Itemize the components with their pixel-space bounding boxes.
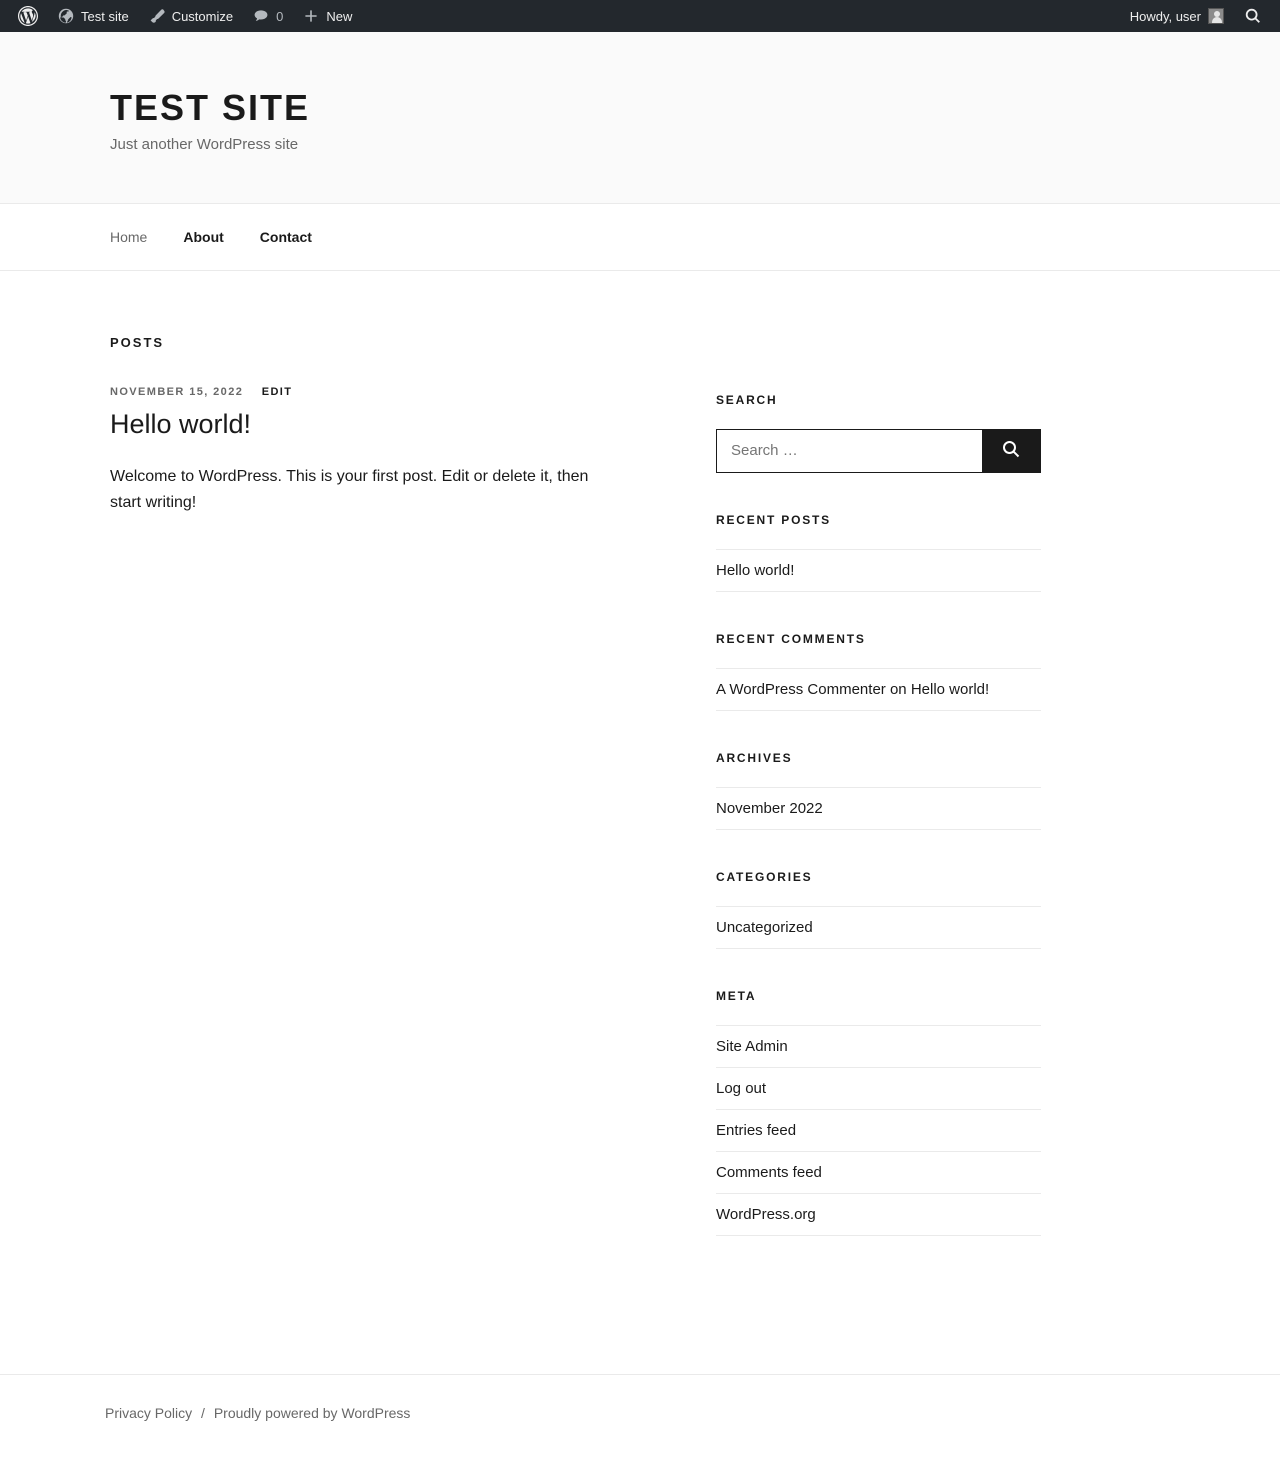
content-area	[90, 271, 1190, 1276]
footer-separator: /	[201, 1404, 205, 1421]
meta-link-log-out[interactable]: Log out	[716, 1079, 767, 1097]
archive-link[interactable]: November 2022	[716, 799, 823, 817]
list-item	[716, 787, 1041, 830]
widget-search	[716, 393, 1041, 473]
archives-list	[716, 787, 1041, 830]
widget-categories	[716, 870, 1041, 949]
post-title[interactable]: Hello world!	[110, 408, 252, 439]
comment-on-word: on	[889, 680, 907, 698]
search-input[interactable]	[717, 430, 982, 472]
footer-credit-link[interactable]: Proudly powered by WordPress	[213, 1404, 411, 1421]
meta-link-site-admin[interactable]: Site Admin	[716, 1037, 788, 1055]
avatar	[1208, 8, 1224, 24]
list-item	[716, 1025, 1041, 1068]
comment-author: A WordPress Commenter	[716, 680, 886, 698]
nav-item-about[interactable]: About	[183, 228, 224, 245]
widget-recent-posts	[716, 513, 1041, 592]
admin-bar-my-account[interactable]	[1120, 0, 1234, 32]
posts-heading: POSTS	[110, 334, 165, 350]
paintbrush-icon	[149, 8, 165, 24]
admin-bar-site-name-label: Test site	[81, 8, 129, 24]
recent-post-link[interactable]: Hello world!	[716, 561, 795, 579]
widget-categories-title: CATEGORIES	[716, 869, 813, 884]
widget-meta-title: META	[716, 988, 757, 1003]
wordpress-logo-icon	[18, 6, 38, 26]
search-form	[716, 429, 1041, 473]
admin-bar-search[interactable]	[1234, 0, 1272, 32]
search-submit-button[interactable]	[982, 430, 1040, 472]
list-item	[716, 1068, 1041, 1110]
comment-bubble-icon	[253, 8, 269, 24]
nav-item-contact[interactable]: Contact	[259, 228, 312, 245]
meta-link-wordpress-org[interactable]: WordPress.org	[716, 1205, 816, 1223]
list-item	[716, 1194, 1041, 1236]
admin-bar-wp-logo[interactable]	[8, 0, 48, 32]
search-icon	[1001, 439, 1021, 462]
post-content	[110, 464, 670, 515]
list-item	[716, 1152, 1041, 1194]
primary-navigation	[0, 204, 1280, 271]
plus-icon	[303, 8, 319, 24]
search-icon	[1244, 7, 1262, 25]
widget-archives	[716, 751, 1041, 830]
widget-recent-comments	[716, 632, 1041, 711]
recent-posts-list	[716, 549, 1041, 592]
widget-recent-comments-title: RECENT COMMENTS	[716, 631, 866, 646]
post-date-link[interactable]: NOVEMBER 15, 2022	[110, 385, 244, 398]
recent-comments-list	[716, 668, 1041, 711]
wp-admin-bar	[0, 0, 1280, 32]
admin-bar-customize[interactable]	[139, 0, 243, 32]
site-header	[0, 32, 1280, 204]
main-content	[110, 335, 670, 516]
widget-archives-title: ARCHIVES	[716, 750, 793, 765]
admin-bar-howdy-label: Howdy, user	[1129, 8, 1201, 24]
sidebar	[716, 335, 1041, 1276]
list-item	[716, 668, 1041, 711]
widget-meta	[716, 989, 1041, 1236]
list-item	[716, 1110, 1041, 1152]
list-item	[716, 549, 1041, 592]
footer-privacy-policy-link[interactable]: Privacy Policy	[105, 1404, 193, 1421]
meta-link-comments-feed[interactable]: Comments feed	[716, 1163, 822, 1181]
admin-bar-site-name[interactable]	[48, 0, 139, 32]
meta-list	[716, 1025, 1041, 1236]
widget-search-title: SEARCH	[716, 392, 778, 407]
nav-item-home[interactable]: Home	[110, 228, 148, 245]
post-edit-link[interactable]: EDIT	[261, 385, 293, 398]
meta-link-entries-feed[interactable]: Entries feed	[716, 1121, 797, 1139]
post-excerpt: Welcome to WordPress. This is your first post. Edit or delete it, then start writing!	[110, 467, 589, 511]
admin-bar-new-content[interactable]	[293, 0, 362, 32]
site-description: Just another WordPress site	[110, 135, 299, 153]
site-dashboard-icon	[58, 8, 74, 24]
admin-bar-customize-label: Customize	[171, 8, 234, 24]
site-title[interactable]: TEST SITE	[110, 87, 311, 128]
category-link[interactable]: Uncategorized	[716, 918, 813, 936]
list-item	[716, 906, 1041, 949]
site-footer	[0, 1374, 1280, 1461]
admin-bar-new-label: New	[326, 8, 353, 24]
widget-recent-posts-title: RECENT POSTS	[716, 512, 831, 527]
categories-list	[716, 906, 1041, 949]
admin-bar-comments[interactable]	[243, 0, 293, 32]
post-meta	[110, 386, 670, 398]
comment-post-link[interactable]: Hello world!	[910, 680, 990, 698]
post-article	[110, 386, 670, 516]
admin-bar-comments-count: 0	[276, 8, 284, 24]
